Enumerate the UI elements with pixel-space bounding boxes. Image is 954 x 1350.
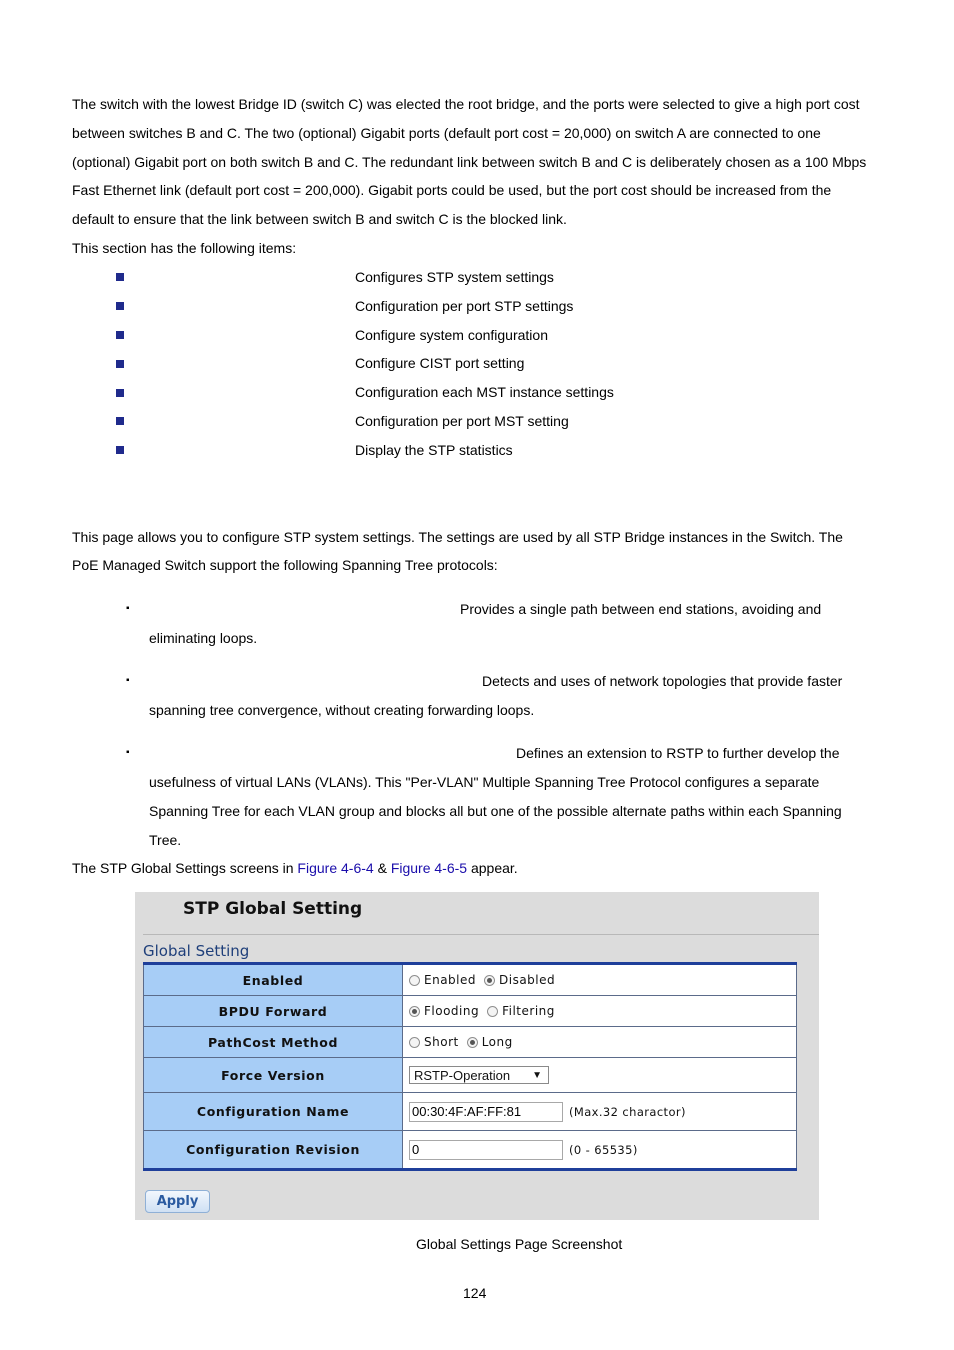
page-intro-line: This page allows you to configure STP system settings. The settings are used by all STP Bridge instances in the Switch. The — [72, 529, 843, 545]
table-row-config-revision — [143, 1131, 797, 1168]
page-number: 124 — [463, 1285, 487, 1301]
row-value — [403, 1027, 797, 1057]
row-label: Configuration Revision — [143, 1131, 403, 1168]
list-item: Configuration per port STP settings — [355, 298, 574, 314]
screens-prefix: The STP Global Settings screens in — [72, 860, 298, 876]
table-row-config-name — [143, 1093, 797, 1131]
list-item: Configures STP system settings — [355, 269, 554, 285]
row-label: Configuration Name — [143, 1093, 403, 1130]
row-value — [403, 1093, 797, 1130]
stp-global-setting-panel — [135, 892, 819, 1220]
page-intro-line: PoE Managed Switch support the following Spanning Tree protocols: — [72, 557, 498, 573]
list-item: Configure system configuration — [355, 327, 548, 343]
radio-icon[interactable] — [409, 975, 420, 986]
disabled-option[interactable] — [484, 973, 555, 987]
panel-title: STP Global Setting — [183, 899, 363, 919]
row-label: PathCost Method — [143, 1027, 403, 1057]
dot-bullet-icon: ▪ — [126, 747, 130, 758]
square-bullet-icon — [116, 302, 124, 310]
square-bullet-icon — [116, 360, 124, 368]
row-label: Force Version — [143, 1058, 403, 1092]
configuration-revision-input[interactable] — [409, 1140, 563, 1160]
row-label: BPDU Forward — [143, 996, 403, 1026]
row-value — [403, 965, 797, 995]
radio-selected-icon[interactable] — [409, 1006, 420, 1017]
settings-table — [143, 962, 797, 1171]
row-value — [403, 1058, 797, 1092]
protocol-desc: Tree. — [149, 832, 182, 848]
square-bullet-icon — [116, 331, 124, 339]
dot-bullet-icon: ▪ — [126, 675, 130, 686]
filtering-option[interactable] — [487, 1004, 555, 1018]
radio-selected-icon[interactable] — [484, 975, 495, 986]
list-item: Configure CIST port setting — [355, 355, 525, 371]
protocol-desc: Defines an extension to RSTP to further develop the — [516, 745, 840, 761]
intro-line: (optional) Gigabit port on both switch B and C. The redundant link between switch B and C is deliberately chosen as a 100 Mbps — [72, 154, 867, 170]
option-label: Enabled — [424, 973, 476, 987]
short-option[interactable] — [409, 1035, 459, 1049]
protocol-desc: Detects and uses of network topologies that provide faster — [482, 673, 843, 689]
list-item: Configuration per port MST setting — [355, 413, 569, 429]
protocol-desc: eliminating loops. — [149, 630, 258, 646]
divider — [143, 934, 819, 935]
option-label: Short — [424, 1035, 459, 1049]
apply-button[interactable]: Apply — [145, 1190, 210, 1213]
option-label: Long — [481, 1035, 513, 1049]
radio-icon[interactable] — [487, 1006, 498, 1017]
square-bullet-icon — [116, 446, 124, 454]
intro-line: The switch with the lowest Bridge ID (switch C) was elected the root bridge, and the ports were selected to give a high port cost — [72, 96, 860, 112]
option-label: Disabled — [499, 973, 556, 987]
dropdown-arrow-icon[interactable]: ▼ — [532, 1069, 542, 1081]
flooding-option[interactable] — [409, 1004, 479, 1018]
protocol-desc: Provides a single path between end stations, avoiding and — [460, 601, 822, 617]
screens-middle: & — [373, 860, 391, 876]
radio-selected-icon[interactable] — [467, 1037, 478, 1048]
intro-line: Fast Ethernet link (default port cost = 200,000). Gigabit ports could be used, but the port cost should be increased from the — [72, 182, 832, 198]
table-row-bpdu — [143, 996, 797, 1027]
figure-link-4-6-4[interactable]: Figure 4-6-4 — [297, 860, 374, 876]
row-label: Enabled — [143, 965, 403, 995]
radio-icon[interactable] — [409, 1037, 420, 1048]
square-bullet-icon — [116, 389, 124, 397]
intro-line: between switches B and C. The two (optional) Gigabit ports (default port cost = 20,000) on switch A are connected to one — [72, 125, 821, 141]
table-row-enabled — [143, 965, 797, 996]
intro-line: default to ensure that the link between switch B and switch C is the blocked link. — [72, 211, 567, 227]
square-bullet-icon — [116, 273, 124, 281]
figure-caption: Global Settings Page Screenshot — [416, 1236, 623, 1252]
list-item: Configuration each MST instance settings — [355, 384, 614, 400]
screens-suffix: appear. — [467, 860, 518, 876]
screens-line — [72, 859, 518, 877]
configuration-name-input[interactable] — [409, 1102, 563, 1122]
protocol-desc: Spanning Tree for each VLAN group and blocks all but one of the possible alternate paths within each Spanning — [149, 803, 842, 819]
option-label: Filtering — [502, 1004, 555, 1018]
field-hint: (Max.32 charactor) — [569, 1104, 686, 1119]
items-heading: This section has the following items: — [72, 240, 297, 256]
enabled-option[interactable] — [409, 973, 476, 987]
section-title: Global Setting — [143, 942, 250, 960]
dot-bullet-icon: ▪ — [126, 603, 130, 614]
table-row-force-version — [143, 1058, 797, 1093]
select-value: RSTP-Operation — [414, 1067, 511, 1083]
option-label: Flooding — [424, 1004, 480, 1018]
table-row-pathcost — [143, 1027, 797, 1058]
list-item: Display the STP statistics — [355, 442, 513, 458]
square-bullet-icon — [116, 417, 124, 425]
protocol-desc: spanning tree convergence, without creating forwarding loops. — [149, 702, 535, 718]
field-hint: (0 - 65535) — [569, 1142, 638, 1157]
row-value — [403, 996, 797, 1026]
figure-link-4-6-5[interactable]: Figure 4-6-5 — [390, 860, 468, 876]
row-value — [403, 1131, 797, 1168]
protocol-desc: usefulness of virtual LANs (VLANs). This "Per-VLAN" Multiple Spanning Tree Protocol configures a separate — [149, 774, 820, 790]
force-version-select[interactable] — [409, 1066, 549, 1084]
long-option[interactable] — [467, 1035, 513, 1049]
